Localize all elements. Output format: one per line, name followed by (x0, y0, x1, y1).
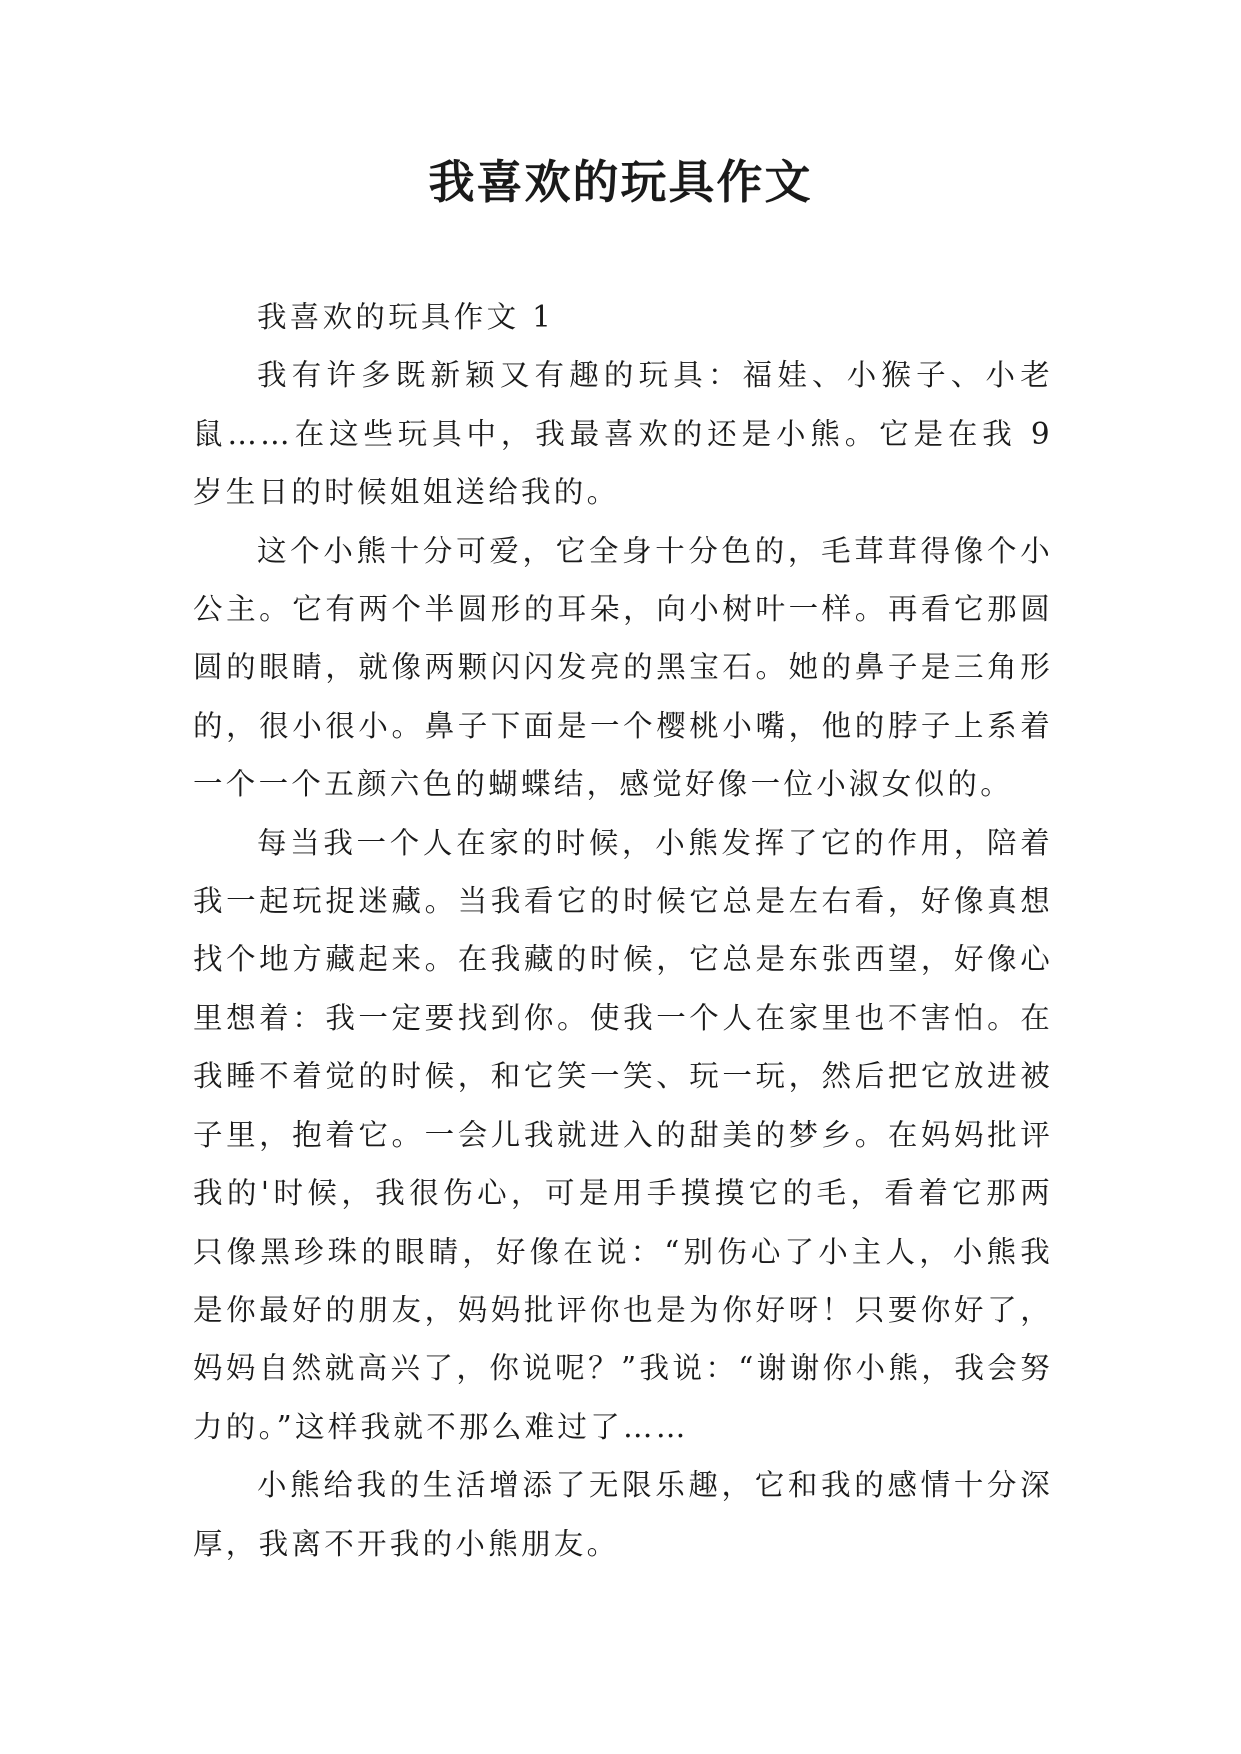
document-title: 我喜欢的玩具作文 (428, 155, 813, 209)
paragraph-1: 我有许多既新颖又有趣的玩具：福娃、小猴子、小老鼠……在这些玩具中，我最喜欢的还是小熊。它是在我 9 岁生日的时候姐姐送给我的。 (193, 358, 1053, 510)
section-heading: 我喜欢的玩具作文 1 (257, 300, 555, 334)
paragraph-3: 每当我一个人在家的时候，小熊发挥了它的作用，陪着我一起玩捉迷藏。当我看它的时候它总是左右看，好像真想找个地方藏起来。在我藏的时候，它总是东张西望，好像心里想着：我一定要找到你。使我一个人在家里也不害怕。在我睡不着觉的时候，和它笑一笑、玩一玩，然后把它放进被子里，抱着它。一会儿我就进入的甜美的梦乡。在妈妈批评我的'时候，我很伤心，可是用手摸摸它的毛，看着它那两只像黑珍珠的眼睛，好像在说：“别伤心了小主人，小熊我是你最好的朋友，妈妈批评你也是为你好呀！只要你好了，妈妈自然就高兴了，你说呢？”我说：“谢谢你小熊，我会努力的。”这样我就不那么难过了…… (193, 825, 1053, 1444)
paragraph-2: 这个小熊十分可爱，它全身十分色的，毛茸茸得像个小公主。它有两个半圆形的耳朵，向小树叶一样。再看它那圆圆的眼睛，就像两颗闪闪发亮的黑宝石。她的鼻子是三角形的，很小很小。鼻子下面是一个樱桃小嘴，他的脖子上系着一个一个五颜六色的蝴蝶结，感觉好像一位小淑女似的。 (193, 533, 1053, 802)
paragraph-4: 小熊给我的生活增添了无限乐趣，它和我的感情十分深厚，我离不开我的小熊朋友。 (193, 1468, 1053, 1561)
document-body (193, 288, 1053, 1573)
